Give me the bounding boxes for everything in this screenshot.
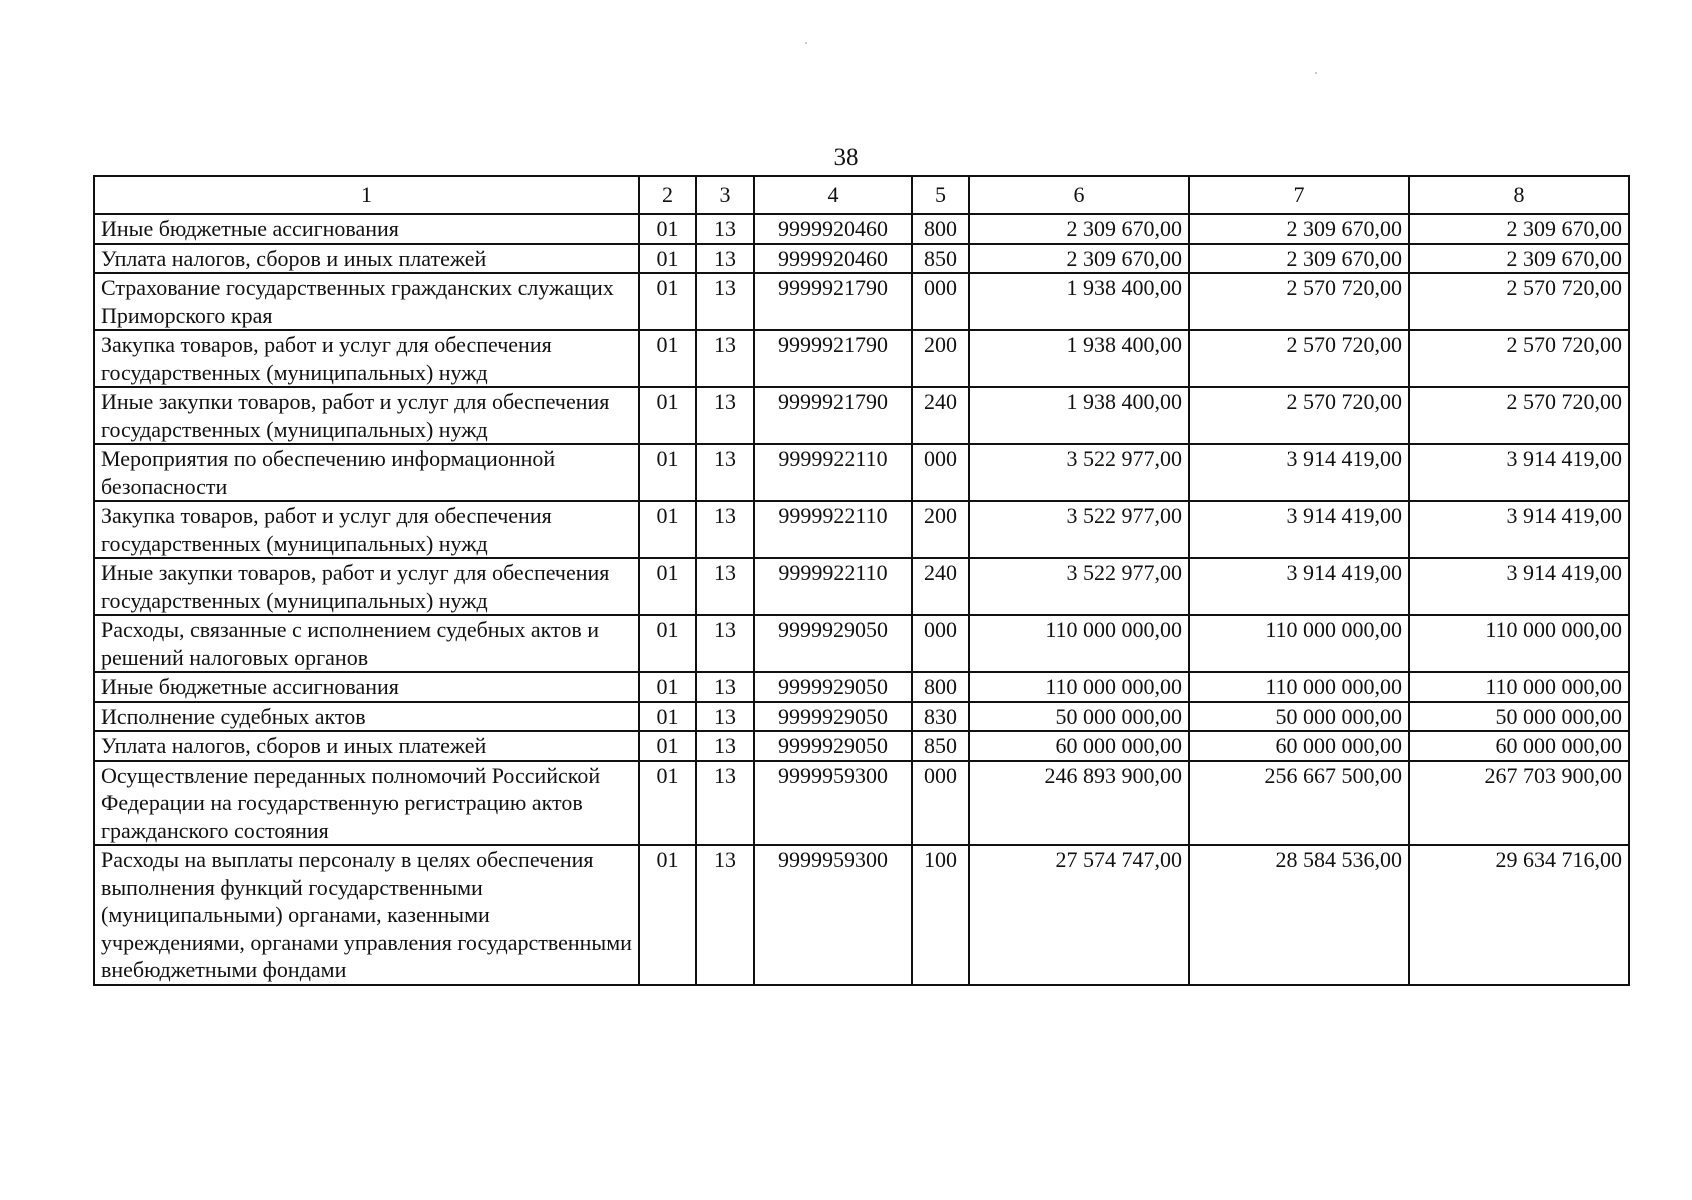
amount-col-6: 27 574 747,00 [969,845,1189,985]
amount-col-8: 267 703 900,00 [1409,761,1629,846]
amount-col-6: 110 000 000,00 [969,615,1189,672]
amount-col-6: 50 000 000,00 [969,702,1189,732]
amount-col-6: 246 893 900,00 [969,761,1189,846]
table-row [94,501,1629,558]
budget-table [93,175,1630,986]
target-article-code: 9999959300 [754,761,912,846]
table-row [94,672,1629,702]
expense-name: Мероприятия по обеспечению информационной безопасности [94,444,639,501]
table-row [94,615,1629,672]
amount-col-7: 2 309 670,00 [1189,244,1409,274]
expense-name: Закупка товаров, работ и услуг для обеспечения государственных (муниципальных) нужд [94,330,639,387]
page-number: 38 [833,144,859,171]
amount-col-7: 28 584 536,00 [1189,845,1409,985]
column-header: 6 [969,176,1189,214]
section-code: 01 [639,672,696,702]
amount-col-8: 29 634 716,00 [1409,845,1629,985]
amount-col-8: 3 914 419,00 [1409,558,1629,615]
amount-col-8: 2 570 720,00 [1409,273,1629,330]
target-article-code: 9999920460 [754,244,912,274]
amount-col-7: 3 914 419,00 [1189,558,1409,615]
expense-type-code: 200 [912,501,969,558]
subsection-code: 13 [696,615,754,672]
amount-col-8: 2 309 670,00 [1409,214,1629,244]
target-article-code: 9999922110 [754,558,912,615]
expense-name: Уплата налогов, сборов и иных платежей [94,731,639,761]
amount-col-7: 2 309 670,00 [1189,214,1409,244]
subsection-code: 13 [696,731,754,761]
expense-type-code: 800 [912,672,969,702]
amount-col-8: 2 570 720,00 [1409,387,1629,444]
expense-name: Исполнение судебных актов [94,702,639,732]
expense-type-code: 830 [912,702,969,732]
expense-name: Закупка товаров, работ и услуг для обеспечения государственных (муниципальных) нужд [94,501,639,558]
section-code: 01 [639,702,696,732]
expense-type-code: 850 [912,731,969,761]
column-header: 8 [1409,176,1629,214]
amount-col-6: 2 309 670,00 [969,244,1189,274]
table-row [94,273,1629,330]
amount-col-7: 2 570 720,00 [1189,387,1409,444]
expense-name: Расходы, связанные с исполнением судебных актов и решений налоговых органов [94,615,639,672]
subsection-code: 13 [696,845,754,985]
amount-col-8: 60 000 000,00 [1409,731,1629,761]
target-article-code: 9999921790 [754,387,912,444]
amount-col-8: 3 914 419,00 [1409,444,1629,501]
amount-col-6: 1 938 400,00 [969,387,1189,444]
table-row [94,444,1629,501]
target-article-code: 9999921790 [754,330,912,387]
amount-col-8: 3 914 419,00 [1409,501,1629,558]
amount-col-6: 3 522 977,00 [969,501,1189,558]
section-code: 01 [639,387,696,444]
table-row [94,761,1629,846]
section-code: 01 [639,501,696,558]
amount-col-6: 3 522 977,00 [969,558,1189,615]
subsection-code: 13 [696,214,754,244]
column-header: 1 [94,176,639,214]
column-header: 5 [912,176,969,214]
expense-name: Расходы на выплаты персоналу в целях обеспечения выполнения функций государственными (муниципальными) органами, казенными учреждениями, органами управления государственными внебюджетными фондами [94,845,639,985]
table-row [94,702,1629,732]
amount-col-8: 110 000 000,00 [1409,615,1629,672]
expense-type-code: 850 [912,244,969,274]
subsection-code: 13 [696,501,754,558]
subsection-code: 13 [696,244,754,274]
section-code: 01 [639,330,696,387]
subsection-code: 13 [696,387,754,444]
target-article-code: 9999959300 [754,845,912,985]
amount-col-8: 110 000 000,00 [1409,672,1629,702]
amount-col-7: 60 000 000,00 [1189,731,1409,761]
target-article-code: 9999929050 [754,672,912,702]
expense-type-code: 000 [912,273,969,330]
subsection-code: 13 [696,761,754,846]
section-code: 01 [639,845,696,985]
expense-type-code: 800 [912,214,969,244]
scan-speck [1315,72,1317,74]
amount-col-7: 3 914 419,00 [1189,444,1409,501]
amount-col-7: 2 570 720,00 [1189,330,1409,387]
amount-col-7: 110 000 000,00 [1189,672,1409,702]
target-article-code: 9999922110 [754,501,912,558]
target-article-code: 9999929050 [754,702,912,732]
section-code: 01 [639,761,696,846]
subsection-code: 13 [696,558,754,615]
target-article-code: 9999922110 [754,444,912,501]
amount-col-6: 1 938 400,00 [969,330,1189,387]
amount-col-6: 3 522 977,00 [969,444,1189,501]
amount-col-8: 50 000 000,00 [1409,702,1629,732]
amount-col-7: 2 570 720,00 [1189,273,1409,330]
column-header: 3 [696,176,754,214]
expense-type-code: 240 [912,558,969,615]
target-article-code: 9999929050 [754,731,912,761]
expense-name: Уплата налогов, сборов и иных платежей [94,244,639,274]
table-row [94,731,1629,761]
expense-name: Страхование государственных гражданских служащих Приморского края [94,273,639,330]
target-article-code: 9999929050 [754,615,912,672]
column-header: 4 [754,176,912,214]
table-row [94,244,1629,274]
expense-name: Осуществление переданных полномочий Российской Федерации на государственную регистрацию актов гражданского состояния [94,761,639,846]
scan-speck [805,42,807,44]
expense-type-code: 000 [912,615,969,672]
amount-col-6: 2 309 670,00 [969,214,1189,244]
subsection-code: 13 [696,672,754,702]
expense-type-code: 200 [912,330,969,387]
section-code: 01 [639,244,696,274]
section-code: 01 [639,558,696,615]
expense-name: Иные закупки товаров, работ и услуг для обеспечения государственных (муниципальных) нужд [94,558,639,615]
subsection-code: 13 [696,273,754,330]
column-header: 7 [1189,176,1409,214]
section-code: 01 [639,615,696,672]
expense-type-code: 100 [912,845,969,985]
header-row [94,176,1629,214]
target-article-code: 9999920460 [754,214,912,244]
table-row [94,558,1629,615]
amount-col-8: 2 309 670,00 [1409,244,1629,274]
expense-type-code: 240 [912,387,969,444]
amount-col-7: 3 914 419,00 [1189,501,1409,558]
target-article-code: 9999921790 [754,273,912,330]
subsection-code: 13 [696,702,754,732]
table-row [94,330,1629,387]
amount-col-6: 60 000 000,00 [969,731,1189,761]
section-code: 01 [639,444,696,501]
amount-col-6: 110 000 000,00 [969,672,1189,702]
table-row [94,845,1629,985]
section-code: 01 [639,731,696,761]
table-row [94,387,1629,444]
subsection-code: 13 [696,330,754,387]
expense-type-code: 000 [912,444,969,501]
amount-col-8: 2 570 720,00 [1409,330,1629,387]
column-header: 2 [639,176,696,214]
amount-col-7: 256 667 500,00 [1189,761,1409,846]
expense-name: Иные закупки товаров, работ и услуг для обеспечения государственных (муниципальных) нужд [94,387,639,444]
section-code: 01 [639,214,696,244]
expense-type-code: 000 [912,761,969,846]
section-code: 01 [639,273,696,330]
amount-col-7: 110 000 000,00 [1189,615,1409,672]
subsection-code: 13 [696,444,754,501]
table-row [94,214,1629,244]
expense-name: Иные бюджетные ассигнования [94,672,639,702]
amount-col-7: 50 000 000,00 [1189,702,1409,732]
expense-name: Иные бюджетные ассигнования [94,214,639,244]
amount-col-6: 1 938 400,00 [969,273,1189,330]
